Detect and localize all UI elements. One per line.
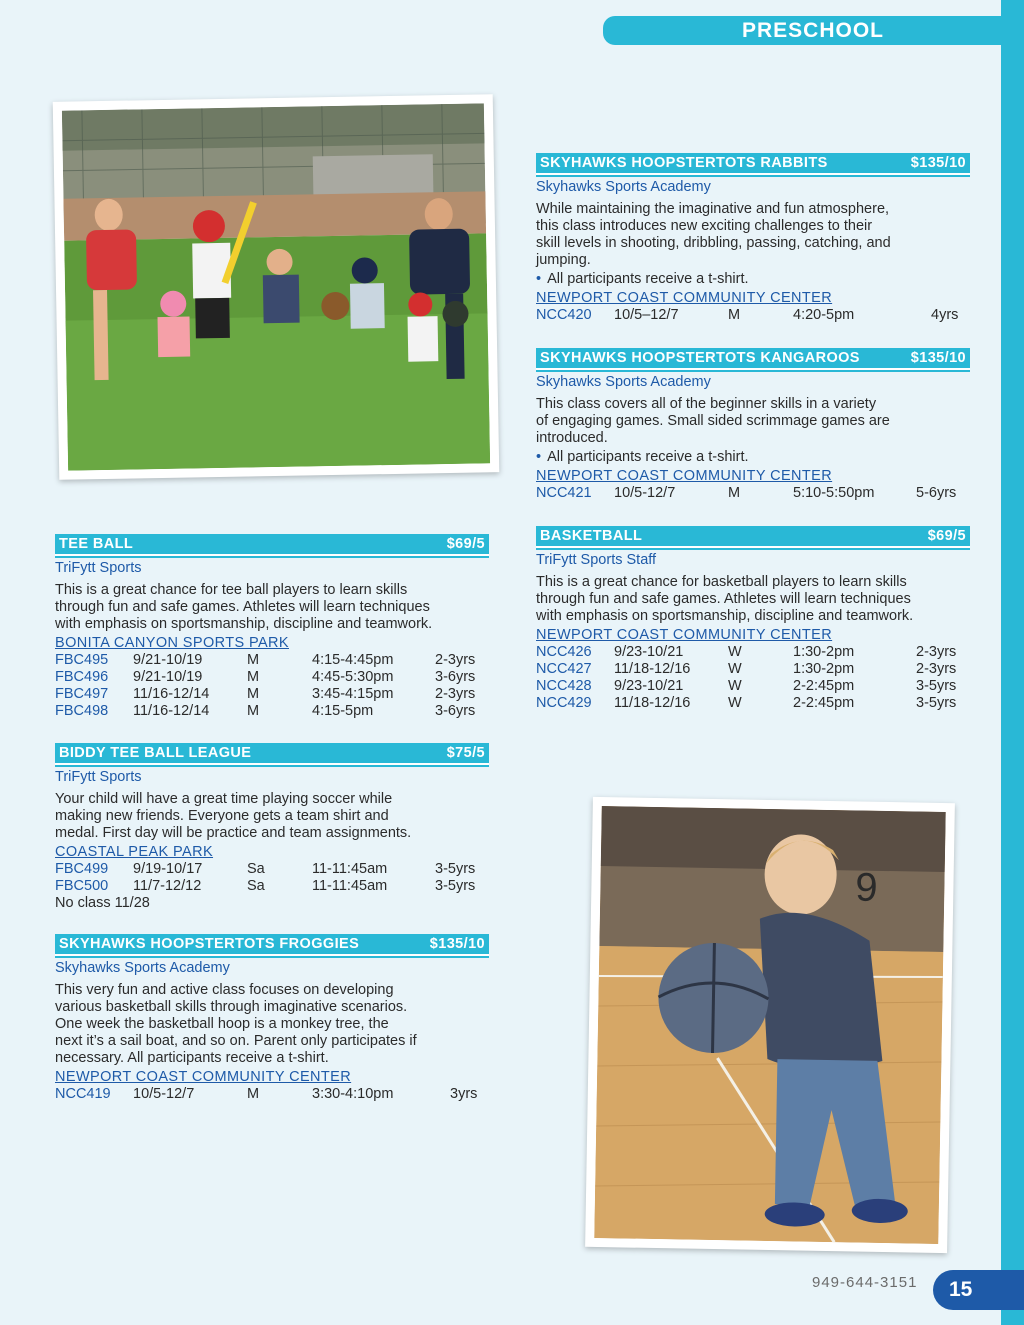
session-code: FBC500: [55, 878, 109, 894]
class-title: TEE BALL: [59, 535, 134, 552]
class-bullet: [536, 271, 970, 288]
session-dates: 9/23-10/21: [614, 678, 684, 694]
session-code: NCC428: [536, 678, 592, 694]
class-title: SKYHAWKS HOOPSTERTOTS FROGGIES: [59, 935, 360, 952]
session-dates: 9/21-10/19: [133, 669, 203, 685]
session-row: [55, 686, 489, 703]
class-price: $135/10: [429, 935, 485, 952]
class-hoopstertots-rabbits: [536, 153, 970, 324]
session-dates: 10/5-12/7: [614, 485, 676, 501]
session-ages: 3-6yrs: [435, 669, 476, 685]
class-title: BIDDY TEE BALL LEAGUE: [59, 744, 252, 761]
class-basketball: [536, 526, 970, 712]
location-link[interactable]: NEWPORT COAST COMMUNITY CENTER: [536, 468, 833, 484]
session-dates: 9/19-10/17: [133, 861, 203, 877]
tee-ball-photo-image: [62, 103, 490, 470]
session-code: NCC419: [55, 1086, 111, 1102]
session-day: Sa: [247, 878, 265, 894]
session-day: M: [247, 652, 260, 668]
session-time: 4:20-5pm: [793, 307, 855, 323]
class-header: [536, 526, 970, 548]
session-day: W: [728, 678, 742, 694]
session-row: [536, 307, 970, 324]
session-day: Sa: [247, 861, 265, 877]
class-header: [55, 743, 489, 765]
class-provider: TriFytt Sports: [55, 560, 142, 576]
session-day: M: [247, 1086, 260, 1102]
session-day: W: [728, 695, 742, 711]
session-code: NCC426: [536, 644, 592, 660]
class-header: [55, 534, 489, 556]
session-ages: 5-6yrs: [916, 485, 957, 501]
session-row: [536, 485, 970, 502]
class-description: This class covers all of the beginner skills in a variety of engaging games. Small sided scrimmage games are introduced.: [536, 396, 890, 446]
session-ages: 3-5yrs: [916, 678, 957, 694]
class-price: $135/10: [910, 349, 966, 366]
session-ages: 3-6yrs: [435, 703, 476, 719]
session-code: FBC497: [55, 686, 109, 702]
session-dates: 9/23-10/21: [614, 644, 684, 660]
session-time: 2-2:45pm: [793, 678, 855, 694]
session-ages: 3yrs: [450, 1086, 478, 1102]
session-dates: 11/7-12/12: [133, 878, 202, 894]
bullet-text: All participants receive a t-shirt.: [547, 449, 749, 465]
bullet-text: All participants receive a t-shirt.: [547, 271, 749, 287]
session-dates: 11/18-12/16: [614, 695, 691, 711]
session-ages: 3-5yrs: [435, 861, 476, 877]
class-price: $135/10: [910, 154, 966, 171]
session-row: [55, 1086, 489, 1103]
class-provider: Skyhawks Sports Academy: [536, 374, 711, 390]
svg-text:9: 9: [855, 865, 879, 910]
right-edge-band: [1001, 0, 1024, 1325]
class-price: $75/5: [446, 744, 485, 761]
session-time: 11-11:45am: [312, 878, 388, 894]
basketball-photo-image: [594, 806, 945, 1244]
session-ages: 2-3yrs: [916, 661, 957, 677]
session-row: [536, 695, 970, 712]
page-number: 15: [933, 1270, 1024, 1310]
location-link[interactable]: BONITA CANYON SPORTS PARK: [55, 635, 289, 651]
session-ages: 2-3yrs: [435, 652, 476, 668]
session-row: [55, 861, 489, 878]
session-time: 3:30-4:10pm: [312, 1086, 394, 1102]
session-code: FBC499: [55, 861, 109, 877]
class-provider: TriFytt Sports Staff: [536, 552, 657, 568]
bullet-icon: •: [536, 449, 542, 465]
session-day: M: [247, 669, 260, 685]
session-ages: 2-3yrs: [916, 644, 957, 660]
class-biddy-tee-ball: [55, 743, 489, 912]
session-code: FBC496: [55, 669, 109, 685]
session-row: [55, 703, 489, 720]
session-row: [536, 644, 970, 661]
class-title: SKYHAWKS HOOPSTERTOTS KANGAROOS: [540, 349, 860, 366]
class-description: While maintaining the imaginative and fun atmosphere, this class introduces new exciting challenges to their skill levels in shooting, dribbling, passing, catching, and jumping.: [536, 201, 891, 268]
session-dates: 10/5–12/7: [614, 307, 679, 323]
session-time: 11-11:45am: [312, 861, 388, 877]
session-code: FBC498: [55, 703, 109, 719]
session-ages: 3-5yrs: [916, 695, 957, 711]
session-row: [55, 652, 489, 669]
session-row: [55, 878, 489, 895]
session-code: NCC420: [536, 307, 592, 323]
session-time: 4:15-5pm: [312, 703, 374, 719]
session-time: 5:10-5:50pm: [793, 485, 875, 501]
class-description: This is a great chance for basketball players to learn skills through fun and safe games. Athletes will learn techniques with emphasis on sportsmanship, discipline and teamwork.: [536, 574, 914, 624]
session-day: W: [728, 644, 742, 660]
location-link[interactable]: NEWPORT COAST COMMUNITY CENTER: [55, 1069, 352, 1085]
session-day: W: [728, 661, 742, 677]
class-header: [536, 348, 970, 370]
class-provider: TriFytt Sports: [55, 769, 142, 785]
session-row: [536, 661, 970, 678]
class-hoopstertots-froggies: [55, 934, 489, 1103]
class-hoopstertots-kangaroos: [536, 348, 970, 502]
class-description: This very fun and active class focuses on developing various basketball skills through imaginative scenarios. One week the basketball hoop is a monkey tree, the next it’s a sail boat, and so on. Parent only participates if necessary. All participants receive a t-shirt.: [55, 982, 417, 1066]
session-time: 1:30-2pm: [793, 661, 855, 677]
session-time: 3:45-4:15pm: [312, 686, 394, 702]
class-provider: Skyhawks Sports Academy: [536, 179, 711, 195]
class-bullet: [536, 449, 970, 466]
session-time: 4:15-4:45pm: [312, 652, 394, 668]
section-tab: PRESCHOOL: [603, 16, 1023, 45]
session-row: [536, 678, 970, 695]
session-day: M: [728, 485, 741, 501]
session-day: M: [728, 307, 741, 323]
session-dates: 9/21-10/19: [133, 652, 203, 668]
session-code: NCC427: [536, 661, 592, 677]
location-link[interactable]: NEWPORT COAST COMMUNITY CENTER: [536, 627, 833, 643]
class-description: This is a great chance for tee ball players to learn skills through fun and safe games. Athletes will learn techniques with emphasis on sportsmanship, discipline and teamwork.: [55, 582, 433, 632]
session-dates: 11/18-12/16: [614, 661, 691, 677]
session-code: NCC429: [536, 695, 592, 711]
class-tee-ball: [55, 534, 489, 720]
bullet-icon: •: [536, 271, 542, 287]
session-time: 1:30-2pm: [793, 644, 855, 660]
session-dates: 11/16-12/14: [133, 703, 210, 719]
session-code: NCC421: [536, 485, 592, 501]
phone-number: 949-644-3151: [812, 1274, 918, 1291]
class-price: $69/5: [446, 535, 485, 552]
session-ages: 2-3yrs: [435, 686, 476, 702]
class-note: No class 11/28: [55, 895, 150, 911]
session-time: 4:45-5:30pm: [312, 669, 394, 685]
class-title: SKYHAWKS HOOPSTERTOTS RABBITS: [540, 154, 828, 171]
location-link[interactable]: COASTAL PEAK PARK: [55, 844, 214, 860]
class-header: [55, 934, 489, 956]
session-day: M: [247, 703, 260, 719]
session-time: 2-2:45pm: [793, 695, 855, 711]
session-dates: 11/16-12/14: [133, 686, 210, 702]
session-day: M: [247, 686, 260, 702]
session-row: [55, 669, 489, 686]
session-ages: 3-5yrs: [435, 878, 476, 894]
session-code: FBC495: [55, 652, 109, 668]
class-header: [536, 153, 970, 175]
session-ages: 4yrs: [931, 307, 959, 323]
class-price: $69/5: [927, 527, 966, 544]
class-description: Your child will have a great time playing soccer while making new friends. Everyone gets a team shirt and medal. First day will be practice and team assignments.: [55, 791, 412, 841]
photo-basketball: [585, 797, 955, 1253]
session-dates: 10/5-12/7: [133, 1086, 195, 1102]
photo-tee-ball: [53, 94, 500, 480]
location-link[interactable]: NEWPORT COAST COMMUNITY CENTER: [536, 290, 833, 306]
class-provider: Skyhawks Sports Academy: [55, 960, 230, 976]
class-title: BASKETBALL: [540, 527, 643, 544]
